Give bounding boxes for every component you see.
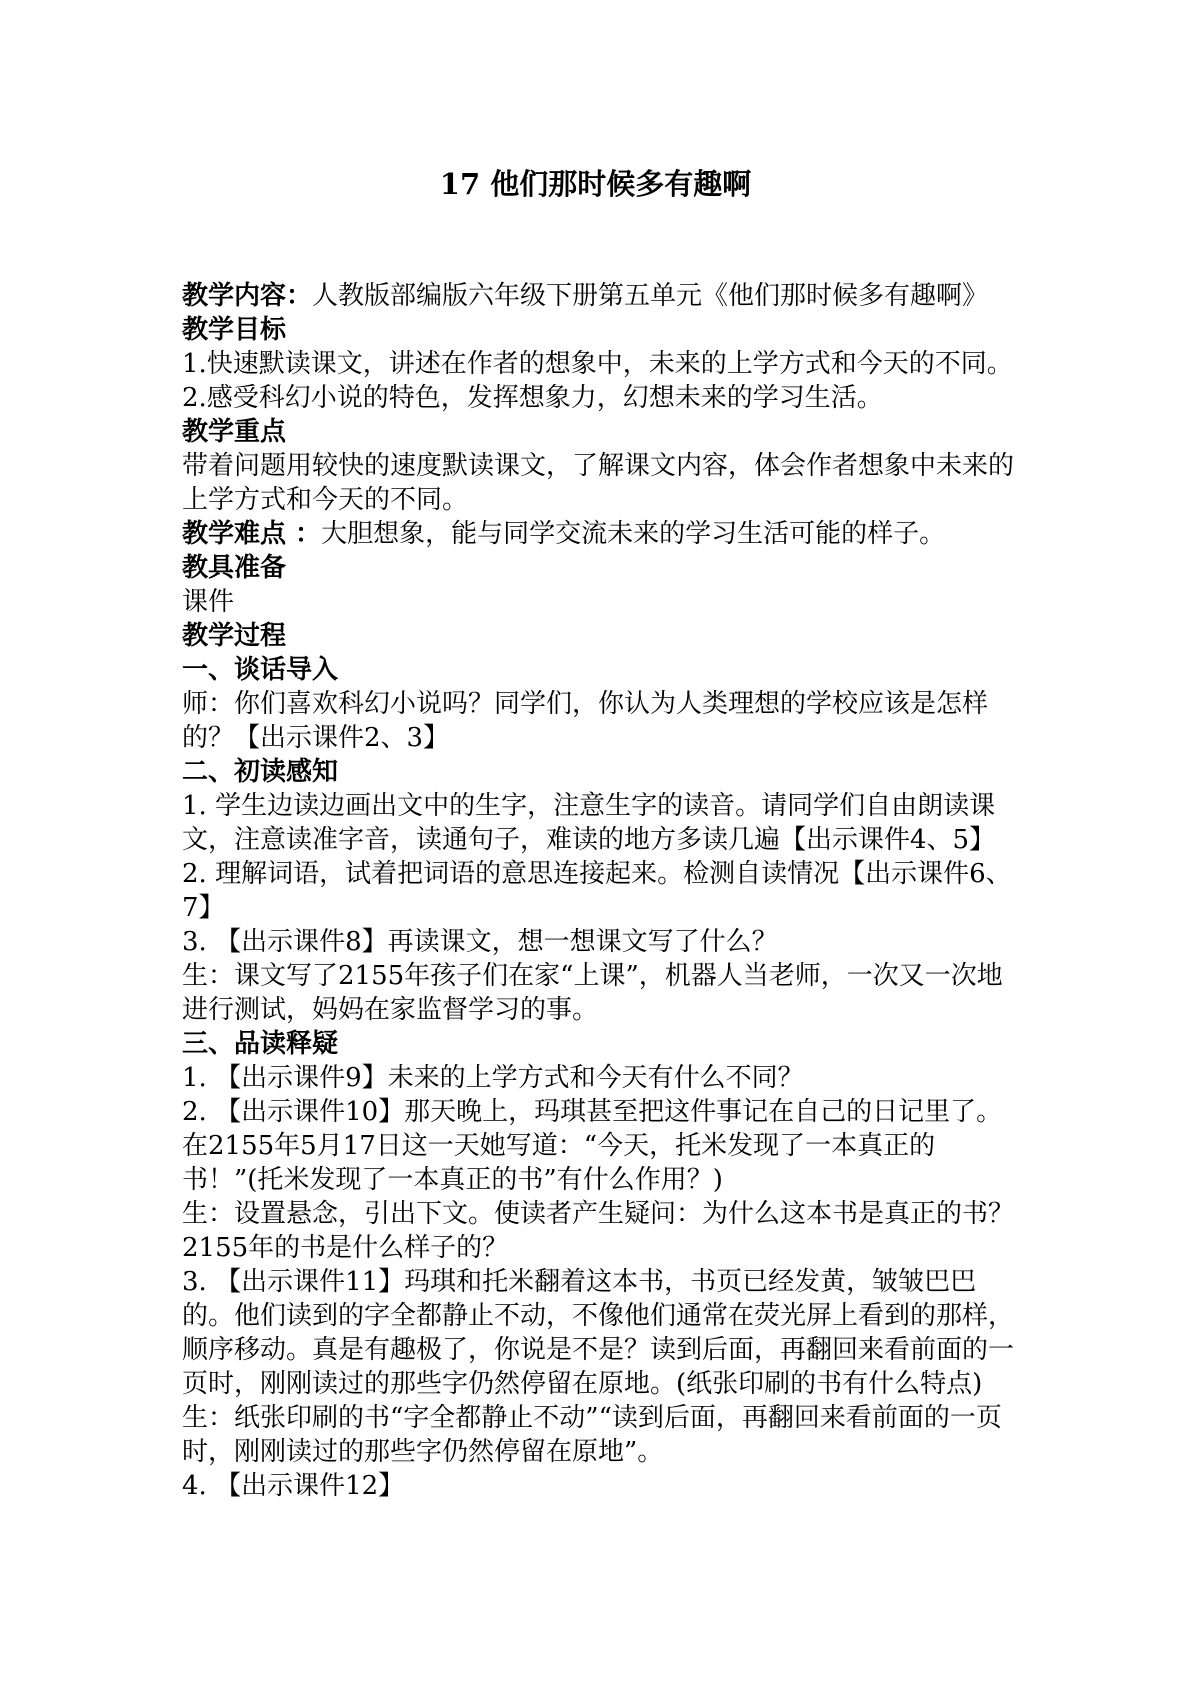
process-heading: 教学过程: [182, 621, 287, 651]
part3-paragraph-2: 2. 【出示课件10】那天晚上，玛琪甚至把这件事记在自己的日记里了。在2155年5月17日这一天她写道：“今天，托米发现了一本真正的书！”(托米发现了一本真正的书”有什么作用？): [182, 1097, 1003, 1195]
part3-paragraph-6: 4. 【出示课件12】: [182, 1471, 405, 1501]
part2-heading: 二、初读感知: [182, 757, 339, 787]
part3-paragraph-1: 1. 【出示课件9】未来的上学方式和今天有什么不同？: [182, 1063, 804, 1093]
goal-item-2: 2.感受科幻小说的特色，发挥想象力，幻想未来的学习生活。: [182, 383, 883, 413]
part2-paragraph-3: 3. 【出示课件8】再读课文，想一想课文写了什么？: [182, 927, 778, 957]
part1-paragraph-1: 师：你们喜欢科幻小说吗？同学们，你认为人类理想的学校应该是怎样的？【出示课件2、3】: [182, 689, 989, 753]
part2-paragraph-2: 2. 理解词语，试着把词语的意思连接起来。检测自读情况【出示课件6、7】: [182, 859, 1012, 923]
difficulties-paragraph: [182, 517, 1014, 551]
content-label: 教学内容：: [182, 281, 313, 311]
goals-heading: 教学目标: [182, 315, 287, 345]
part3-heading: 三、品读释疑: [182, 1029, 339, 1059]
content-paragraph: [182, 279, 1014, 313]
part2-paragraph-4: 生：课文写了2155年孩子们在家“上课”，机器人当老师，一次又一次地进行测试，妈妈在家监督学习的事。: [182, 961, 1003, 1025]
document-body: [182, 279, 1014, 1503]
part3-paragraph-4: 3. 【出示课件11】玛琪和托米翻着这本书，书页已经发黄，皱皱巴巴的。他们读到的字全都静止不动，不像他们通常在荧光屏上看到的那样，顺序移动。真是有趣极了，你说是不是？读到后面，再翻回来看前面的一页时，刚刚读过的那些字仍然停留在原地。(纸张印刷的书有什么特点): [182, 1267, 1015, 1399]
difficulties-label: 教学难点 ：: [182, 519, 322, 549]
key-points-heading: 教学重点: [182, 417, 287, 447]
part2-paragraph-1: 1. 学生边读边画出文中的生字，注意生字的读音。请同学们自由朗读课文，注意读准字音，读通句子，难读的地方多读几遍【出示课件4、5】: [182, 791, 996, 855]
goal-item-1: 1.快速默读课文，讲述在作者的想象中，未来的上学方式和今天的不同。: [182, 349, 1013, 379]
document-title: 17 他们那时候多有趣啊: [439, 167, 752, 201]
part1-heading: 一、谈话导入: [182, 655, 339, 685]
key-points-text: 带着问题用较快的速度默读课文，了解课文内容，体会作者想象中未来的上学方式和今天的不同。: [182, 451, 1015, 515]
materials-text: 课件: [182, 587, 235, 617]
difficulties-text: 大胆想象，能与同学交流未来的学习生活可能的样子。: [321, 519, 946, 549]
part3-paragraph-5: 生：纸张印刷的书“字全都静止不动”“读到后面，再翻回来看前面的一页时，刚刚读过的那些字仍然停留在原地”。: [182, 1403, 1002, 1467]
content-text: 人教版部编版六年级下册第五单元《他们那时候多有趣啊》: [312, 281, 989, 311]
materials-heading: 教具准备: [182, 553, 287, 583]
part3-paragraph-3: 生：设置悬念，引出下文。使读者产生疑问：为什么这本书是真正的书？2155年的书是什么样子的？: [182, 1199, 1015, 1263]
